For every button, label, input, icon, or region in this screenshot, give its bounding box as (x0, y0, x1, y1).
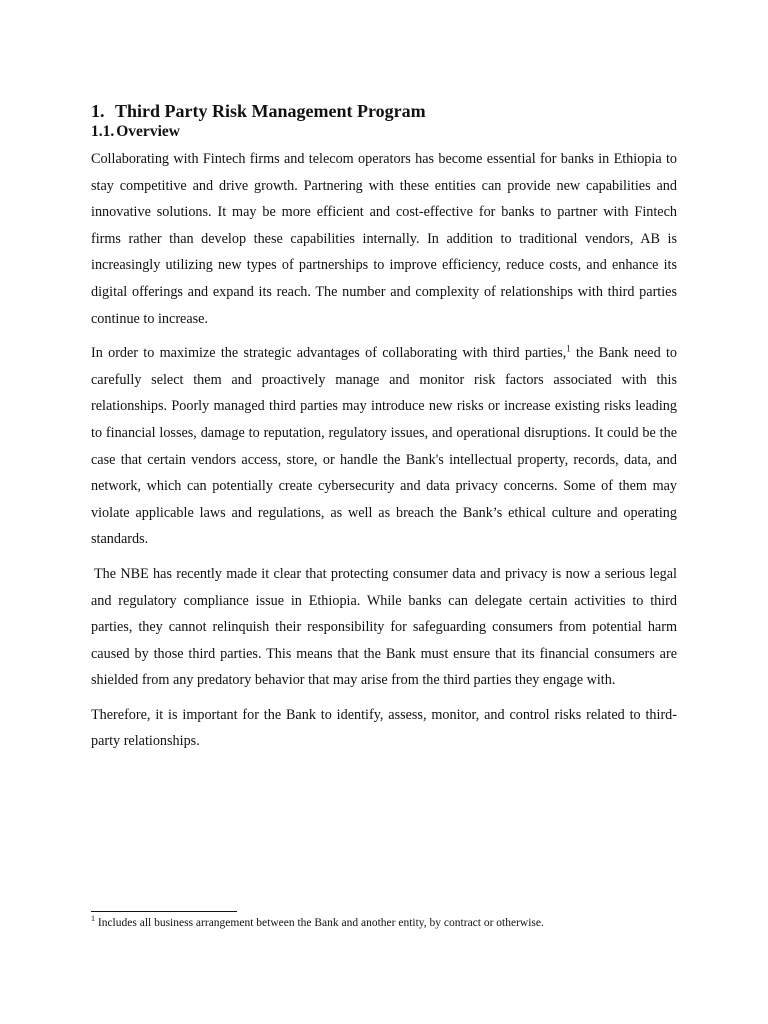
subsection-heading (91, 122, 677, 142)
paragraph-strategic-advantages (91, 340, 677, 553)
footnote-reference[interactable]: 1 (566, 343, 571, 354)
subsection-number: 1.1. (91, 123, 115, 140)
document-body (91, 100, 677, 763)
paragraph-nbe-consumer-data: The NBE has recently made it clear that protecting consumer data and privacy is now a serious legal and regulatory compliance issue in Ethiopia. While banks can delegate certain activities to third parties, they cannot relinquish their responsibility for safeguarding consumers from potential harm caused by those third parties. This means that the Bank must ensure that its financial consumers are shielded from any predatory behavior that may arise from the third parties they engage with. (91, 565, 677, 689)
paragraph-text-start: In order to maximize the strategic advantages of collaborating with third parties, (91, 345, 567, 362)
footnote-separator (91, 911, 237, 912)
footnote (91, 915, 677, 931)
subsection-title: Overview (116, 123, 180, 140)
footnote-text: Includes all business arrangement between the Bank and another entity, by contract or otherwise. (95, 917, 544, 929)
footnote-marker: 1 (91, 914, 95, 924)
paragraph-text-end: the Bank need to carefully select them and proactively manage and monitor risk factors associated with this relationships. Poorly managed third parties may introduce new risks or increase existing risks leading to financial losses, damage to reputation, regulatory issues, and operational disruptions. It could be the case that certain vendors access, store, or handle the Bank's intellectual property, records, data, and network, which can potentially create cybersecurity and data privacy concerns. Some of them may violate applicable laws and regulations, as well as breach the Bank’s ethical culture and operating standards. (91, 345, 677, 548)
section-heading (91, 100, 677, 122)
section-number: 1. (91, 101, 105, 121)
paragraph-overview: Collaborating with Fintech firms and telecom operators has become essential for banks in Ethiopia to stay competitive and drive growth. Partnering with these entities can provide new capabilities and innovative solutions. It may be more efficient and cost-effective for banks to partner with Fintech firms rather than develop these capabilities internally. In addition to traditional vendors, AB is increasingly utilizing new types of partnerships to improve efficiency, reduce costs, and enhance its digital offerings and expand its reach. The number and complexity of relationships with third parties continue to increase. (91, 151, 677, 327)
paragraph-conclusion: Therefore, it is important for the Bank to identify, assess, monitor, and control risks related to third-party relationships. (91, 706, 677, 750)
section-title: Third Party Risk Management Program (115, 101, 426, 121)
